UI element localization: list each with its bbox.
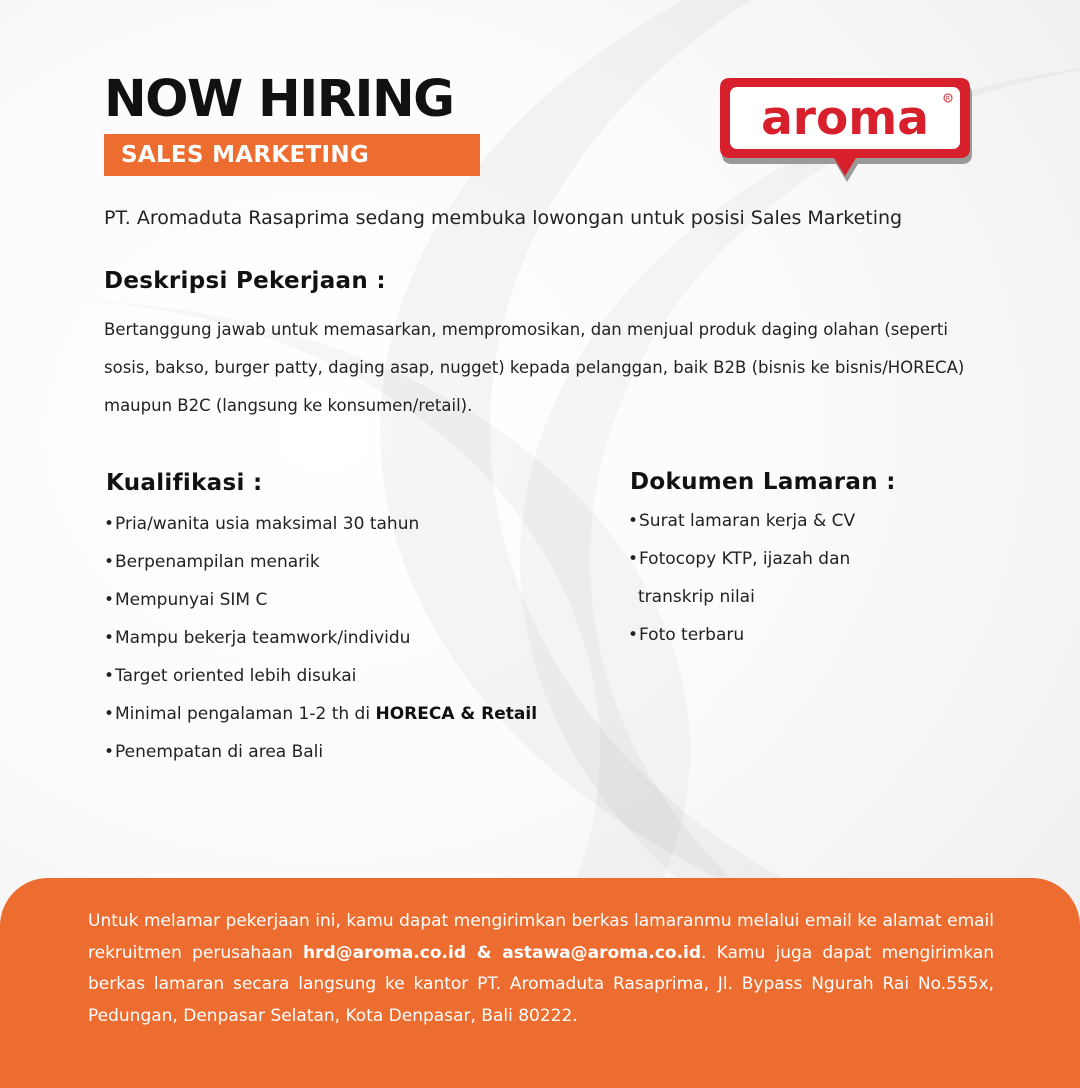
documents-heading: Dokumen Lamaran :	[630, 469, 896, 495]
aroma-logo	[716, 74, 974, 184]
list-item: •Pria/wanita usia maksimal 30 tahun	[104, 514, 420, 534]
description-body: Bertanggung jawab untuk memasarkan, mempromosikan, dan menjual produk daging olahan (seperti sosis, bakso, burger patty, daging asap, nugget) kepada pelanggan, baik B2B (bisnis ke bisnis/HORECA) maupun B2C (langsung ke konsumen/retail).	[104, 320, 965, 415]
list-item: •Berpenampilan menarik	[104, 552, 320, 572]
list-item: •Foto terbaru	[628, 625, 745, 645]
list-item: •Penempatan di area Bali	[104, 742, 324, 762]
documents-list	[628, 507, 855, 659]
description-heading: Deskripsi Pekerjaan :	[104, 268, 386, 294]
intro-text: PT. Aromaduta Rasaprima sedang membuka lowongan untuk posisi Sales Marketing	[104, 207, 903, 229]
list-item: •Minimal pengalaman 1-2 th di HORECA & Retail	[104, 704, 538, 724]
list-item: •Mampu bekerja teamwork/individu	[104, 628, 411, 648]
svg-text:R: R	[945, 95, 951, 103]
qualifications-heading: Kualifikasi :	[106, 470, 263, 496]
list-item: •Fotocopy KTP, ijazah dan	[628, 549, 851, 569]
logo-wordmark: aroma	[761, 91, 929, 146]
list-item: •Surat lamaran kerja & CV	[628, 511, 856, 531]
list-item: •Mempunyai SIM C	[104, 590, 268, 610]
page-title: NOW HIRING	[104, 70, 454, 129]
footer-text: Untuk melamar pekerjaan ini, kamu dapat mengirimkan berkas lamaranmu melalui email ke alamat email rekruitmen perusahaan hrd@aroma.co.id & astawa@aroma.co.id. Kamu juga dapat mengirimkan berkas lamaran secara langsung ke kantor PT. Aromaduta Rasaprima, Jl. Bypass Ngurah Rai No.555x, Pedungan, Denpasar Selatan, Kota Denpasar, Bali 80222.	[88, 911, 994, 1026]
list-item: •Target oriented lebih disukai	[104, 666, 357, 686]
qualifications-list	[104, 510, 537, 776]
position-banner: SALES MARKETING	[104, 134, 480, 176]
horeca-retail-bold: HORECA & Retail	[375, 704, 538, 724]
list-item-continuation: transkrip nilai	[638, 587, 755, 607]
contact-emails: hrd@aroma.co.id & astawa@aroma.co.id	[302, 942, 702, 963]
